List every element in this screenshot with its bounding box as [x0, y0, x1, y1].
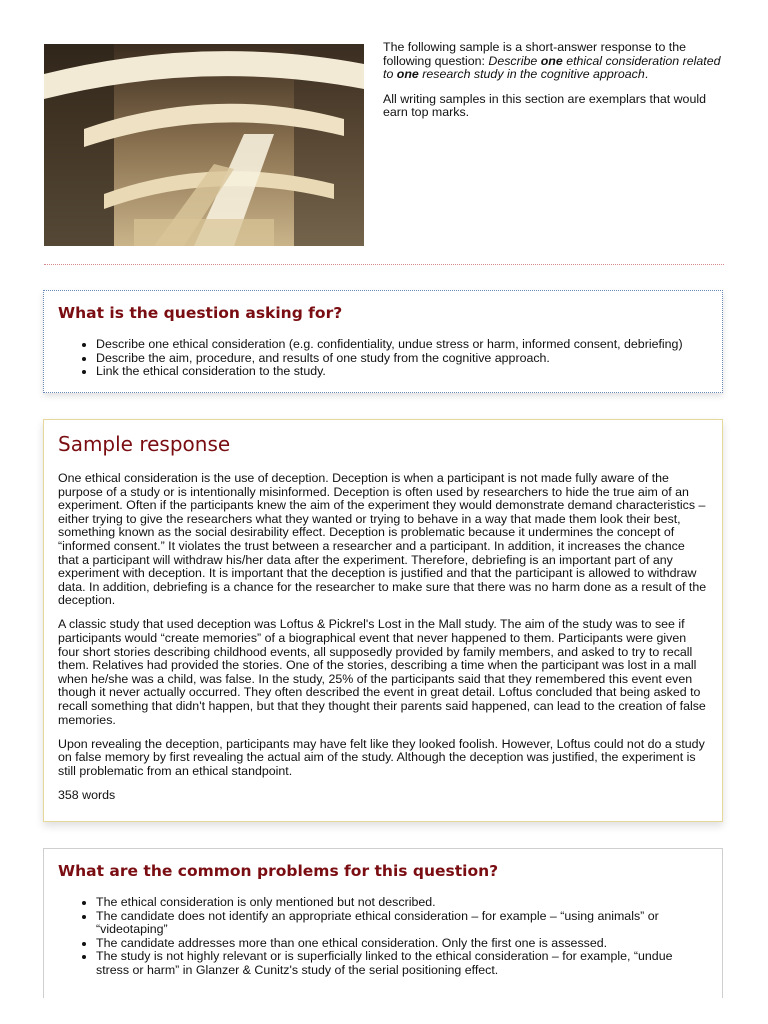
list-item: • The study is not highly relevant or is superficially linked to the ethical consideration – for example, “undue stress or harm” in Glanzer & Cunitz's study of the serial positioning effect. — [96, 950, 708, 977]
word-count: 358 words — [58, 787, 116, 802]
intro-paragraph: The following sample is a short-answer response to the following question: Describe one ethical consideration related to one research study in the cognitive approach. — [383, 40, 721, 82]
common-problems-title: What are the common problems for this question? — [58, 862, 499, 880]
sample-response-title: Sample response — [58, 432, 231, 456]
list-item: • Describe one ethical consideration (e.g. confidentiality, undue stress or harm, informed consent, debriefing) — [96, 338, 708, 352]
question-asking-box — [43, 290, 723, 393]
list-item: • Describe the aim, procedure, and results of one study from the cognitive approach. — [96, 352, 708, 366]
response-paragraph-1: One ethical consideration is the use of deception. Deception is when a participant is not made fully aware of the purpose of a study or is intentionally misinformed. Deception is often used by researchers to hide the true aim of an experiment. Often if the participants knew the aim of the experiment they would demonstrate demand characteristics – either trying to give the researchers what they wanted or trying to behave in a way that made them look their best, something known as the social desirability effect. Deception is problematic because it undermines the concept of “informed consent.” It violates the trust between a researcher and a participant. In addition, it increases the chance that a participant will withdraw his/her data after the experiment. Therefore, debriefing is an important part of any experiment with deception. It is important that the deception is justified and that the participant is allowed to withdraw data. In addition, debriefing is a chance for the researcher to make sure that there was no harm done as a result of the deception. — [58, 471, 707, 608]
list-item: • The ethical consideration is only mentioned but not described. — [96, 896, 708, 910]
sample-response-box — [43, 419, 723, 822]
mall-atrium-image — [44, 44, 364, 246]
intro-text — [383, 41, 723, 131]
response-paragraph-3: Upon revealing the deception, participants may have felt like they looked foolish. However, Loftus could not do a study on false memory by first revealing the actual aim of the study. Although the deception was justified, the experiment is still problematic from an ethical standpoint. — [58, 736, 705, 778]
list-item: • Link the ethical consideration to the study. — [96, 365, 708, 379]
list-item: • The candidate addresses more than one ethical consideration. Only the first one is assessed. — [96, 937, 708, 951]
intro-lead: The following sample is a short-answer response to the following question: — [383, 40, 687, 68]
divider — [44, 264, 724, 265]
question-asking-title: What is the question asking for? — [58, 304, 343, 322]
question-prompt: Describe one ethical consideration related to one research study in the cognitive approach — [383, 53, 721, 82]
mall-atrium-photo — [44, 44, 364, 246]
question-asking-list — [58, 338, 708, 379]
common-problems-box — [43, 848, 723, 998]
exemplar-note: All writing samples in this section are exemplars that would earn top marks. — [383, 91, 706, 120]
response-paragraph-2: A classic study that used deception was Loftus & Pickrel's Lost in the Mall study. The aim of the study was to see if participants would “create memories” of a biographical event that never happened to them. Participants were given four short stories describing childhood events, all supposedly provided by family members, and asked to try to recall them. Relatives had provided the stories. One of the stories, describing a time when the participant was lost in a mall when he/she was a child, was false. In the study, 25% of the participants said that they remembered this event even though it never actually occurred. They often described the event in great detail. Loftus concluded that being asked to recall something that didn't happen, but that they thought their parents said happened, can lead to the creation of false memories. — [58, 617, 706, 727]
list-item: • The candidate does not identify an appropriate ethical consideration – for example – “using animals” or “videotaping” — [96, 910, 708, 937]
common-problems-list — [58, 896, 708, 978]
